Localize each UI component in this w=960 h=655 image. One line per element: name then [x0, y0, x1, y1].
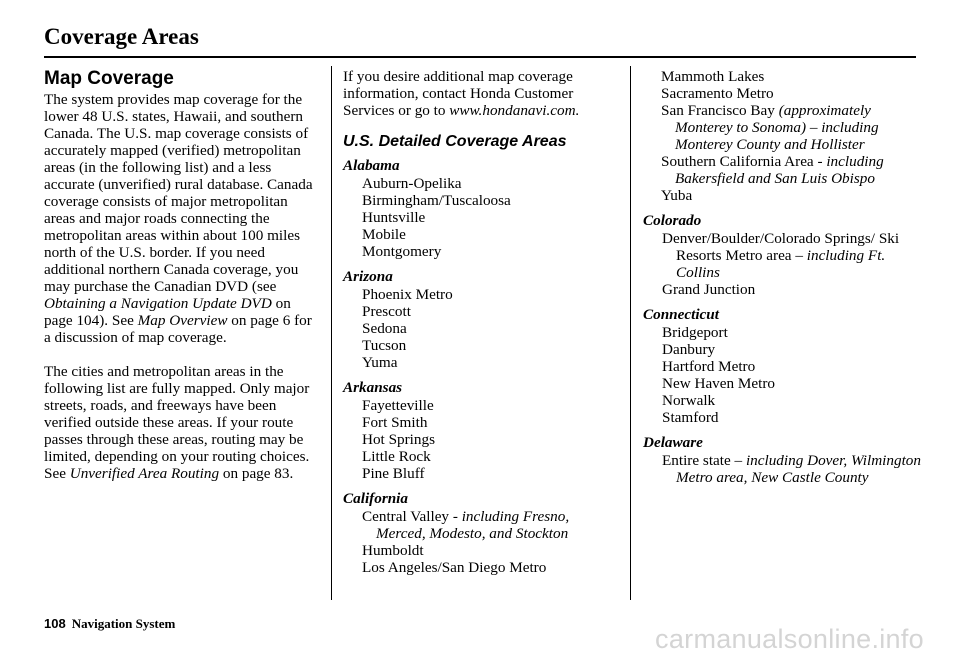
more-info-paragraph: If you desire additional map coverage information, contact Honda Customer Services or go to www.hondanavi.com. [343, 68, 580, 119]
footer-label: Navigation System [71, 616, 176, 631]
city-item: Montgomery [362, 243, 442, 260]
city-list [343, 175, 618, 260]
city-item: San Francisco Bay (approximately Monterey to Sonoma) – including Monterey County and Hollister [661, 102, 879, 153]
state-block [343, 379, 618, 482]
state-block [343, 268, 618, 371]
city-item: Southern California Area - including Bakersfield and San Luis Obispo [661, 153, 884, 187]
city-list-continued [643, 68, 923, 204]
page-footer [44, 616, 175, 632]
city-item: Huntsville [362, 209, 426, 226]
cross-reference[interactable]: Obtaining a Navigation Update DVD [44, 295, 272, 312]
city-item: Norwalk [662, 392, 716, 409]
state-name: Delaware [643, 434, 703, 451]
city-item: Mobile [362, 226, 406, 243]
city-list [343, 286, 618, 371]
city-item: Little Rock [362, 448, 431, 465]
city-item: Phoenix Metro [362, 286, 453, 303]
column-left [44, 68, 320, 482]
state-block [343, 157, 618, 260]
city-item: Grand Junction [662, 281, 756, 298]
state-name: Arizona [343, 268, 393, 285]
city-note: (approximately Monterey to Sonoma) – including Monterey County and Hollister [675, 102, 879, 153]
city-list [343, 397, 618, 482]
city-list [643, 452, 923, 486]
city-item: Yuma [362, 354, 398, 371]
state-block [643, 212, 923, 298]
state-block [643, 306, 923, 426]
us-detailed-heading: U.S. Detailed Coverage Areas [343, 133, 567, 150]
city-item: Los Angeles/San Diego Metro [362, 559, 547, 576]
city-item: Birmingham/Tuscaloosa [362, 192, 511, 209]
page-number: 108 [44, 616, 66, 631]
city-list [643, 324, 923, 426]
city-item: Entire state – including Dover, Wilmington Metro area, New Castle County [662, 452, 921, 486]
state-name: Colorado [643, 212, 702, 229]
state-name: Connecticut [643, 306, 719, 323]
city-item: Fayetteville [362, 397, 434, 414]
verified-areas-paragraph: The cities and metropolitan areas in the following list are fully mapped. Only major streets, roads, and freeways have been verified outside these areas. If your route passes through these areas, routing may be limited, depending on your routing choices. See Unverified Area Routing on page 83. [44, 363, 310, 482]
city-item: Stamford [662, 409, 719, 426]
state-name: Alabama [343, 157, 400, 174]
state-block [343, 490, 618, 576]
column-divider [630, 66, 631, 600]
city-item: Hartford Metro [662, 358, 756, 375]
state-name: California [343, 490, 408, 507]
city-note: including Dover, Wilmington Metro area, New Castle County [676, 452, 921, 486]
city-item: Fort Smith [362, 414, 428, 431]
city-item: Sacramento Metro [661, 85, 774, 102]
city-note: including Fresno, Merced, Modesto, and Stockton [376, 508, 570, 542]
title-rule [44, 56, 916, 58]
city-item: Central Valley - including Fresno, Merced, Modesto, and Stockton [362, 508, 570, 542]
city-item: Tucson [362, 337, 407, 354]
city-item: Sedona [362, 320, 407, 337]
city-item: Auburn-Opelika [362, 175, 462, 192]
cross-reference[interactable]: Map Overview [137, 312, 228, 329]
column-right [643, 68, 923, 486]
city-list [643, 230, 923, 298]
city-item: New Haven Metro [662, 375, 776, 392]
column-divider [331, 66, 332, 600]
cross-reference[interactable]: Unverified Area Routing [69, 465, 220, 482]
city-item: Prescott [362, 303, 411, 320]
city-item: Mammoth Lakes [661, 68, 765, 85]
city-note: including Ft. Collins [676, 247, 886, 281]
page-title: Coverage Areas [44, 24, 199, 49]
city-item: Yuba [661, 187, 693, 204]
city-note: including Bakersfield and San Luis Obispo [675, 153, 884, 187]
state-name: Arkansas [343, 379, 403, 396]
map-coverage-heading: Map Coverage [44, 68, 174, 89]
city-item: Bridgeport [662, 324, 728, 341]
city-item: Danbury [662, 341, 716, 358]
column-middle [343, 68, 618, 576]
city-list [343, 508, 618, 576]
city-item: Hot Springs [362, 431, 435, 448]
city-item: Denver/Boulder/Colorado Springs/ Ski Resorts Metro area – including Ft. Collins [662, 230, 900, 281]
city-item: Pine Bluff [362, 465, 425, 482]
city-item: Humboldt [362, 542, 424, 559]
website-link[interactable]: www.hondanavi.com. [449, 102, 580, 119]
watermark: carmanualsonline.info [655, 624, 924, 654]
map-coverage-paragraph: The system provides map coverage for the lower 48 U.S. states, Hawaii, and southern Canada. The U.S. map coverage consists of accurately mapped (verified) metropolitan areas (in the following list) and a less accurate (unverified) rural database. Canada coverage consists of major metropolitan areas and major roads connecting the metropolitan areas within about 100 miles north of the U.S. border. If you need additional northern Canada coverage, you may purchase the Canadian DVD (see Obtaining a Navigation Update DVD on page 104). See Map Overview on page 6 for a discussion of map coverage. [44, 91, 313, 346]
state-block [643, 434, 923, 486]
